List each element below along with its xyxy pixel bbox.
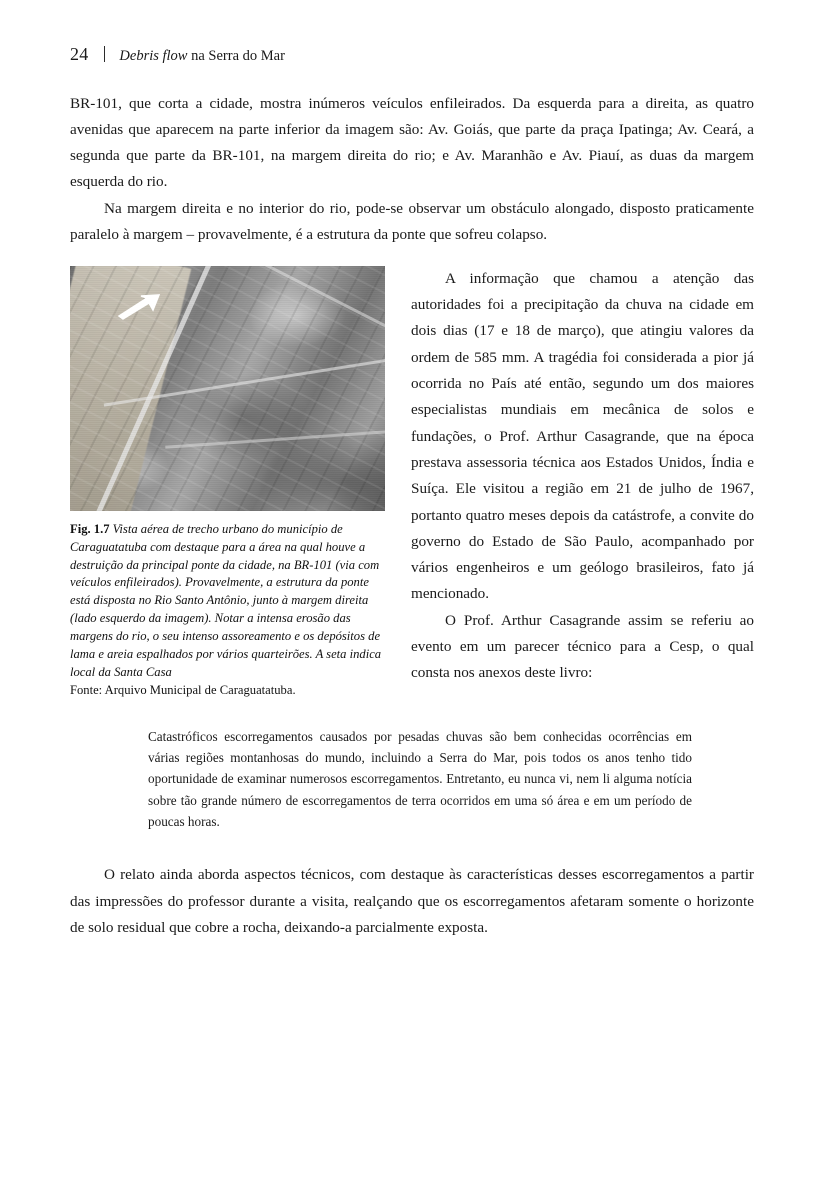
figure-caption-text: Vista aérea de trecho urbano do município de Caraguatatuba com destaque para a área na qual houve a destruição da principal ponte da cidade, na BR-101 (via com veículos enfileirados). Provavelmente, a estrutura da ponte está disposta no Rio Santo Antônio, junto à margem direita (lado esquerdo da imagem). Notar a intensa erosão das margens do rio, o seu intenso assoreamento e os depósitos de lama e areia espalhados por vários quarteirões. A seta indica local da Santa Casa bbox=[70, 521, 382, 679]
header-divider bbox=[104, 46, 105, 62]
header-title bbox=[119, 48, 285, 65]
block-quote-text: Catastróficos escorregamentos causados por pesadas chuvas são bem conhecidas ocorrências em várias regiões montanhosas do mundo, incluindo a Serra do Mar, pois todos os anos tenho tido oportunidade de examinar numerosos escorregamentos. Entretanto, eu nunca vi, nem li alguma notícia sobre tão grande número de escorregamentos de terra ocorridos em uma só área e em um período de poucas horas. bbox=[148, 728, 692, 830]
right-paragraph-2: O Prof. Arthur Casagrande assim se referiu ao evento em um parecer técnico para a Cesp, o qual consta nos anexos deste livro: bbox=[411, 611, 754, 682]
header-title-rest: na Serra do Mar bbox=[187, 48, 285, 64]
block-quote bbox=[148, 726, 692, 833]
right-paragraph-1: A informação que chamou a atenção das autoridades foi a precipitação da chuva na cidade em dois dias (17 e 18 de março), que atingiu valores da ordem de 585 mm. A tragédia foi considerada a pior já ocorrida no País até então, segundo um dos maiores especialistas mundiais em mecânica de solos e fundações, o Prof. Arthur Casagrande, que na época prestava assessoria técnica aos Estados Unidos, Índia e Suíça. Ele visitou a região em 21 de julho de 1967, portanto quatro meses depois da catástrofe, a convite do governo do Estado de São Paulo, acompanhado por vários engenheiros e um geólogo brasileiros, fato já mencionado. bbox=[411, 269, 754, 603]
page-number: 24 bbox=[70, 44, 89, 64]
arrow-icon bbox=[117, 294, 161, 320]
closing-paragraph-1: O relato ainda aborda aspectos técnicos, com destaque às características desses escorregamentos a partir das impressões do professor durante a visita, realçando que os escorregamentos afetaram somente o horizonte de solo residual que cobre a rocha, deixando-a parcialmente exposta. bbox=[70, 866, 754, 936]
figure-caption-label: Fig. 1.7 bbox=[70, 521, 110, 536]
header-title-italic: Debris flow bbox=[119, 48, 188, 64]
closing-block bbox=[70, 862, 754, 940]
text-column bbox=[411, 266, 754, 700]
intro-paragraph-1: BR-101, que corta a cidade, mostra inúmeros veículos enfileirados. Da esquerda para a direita, as quatro avenidas que aparecem na parte inferior da imagem são: Av. Goiás, que parte da praça Ipatinga; Av. Ceará, a segunda que parte da BR-101, na margem direita do rio; e Av. Maranhão e Av. Piauí, as duas da margem esquerda do rio. bbox=[70, 95, 754, 191]
figure-column bbox=[70, 266, 385, 700]
intro-block bbox=[70, 91, 754, 248]
figure-caption-source: Fonte: Arquivo Municipal de Caraguatatuba. bbox=[70, 682, 296, 697]
figure-caption bbox=[70, 521, 385, 700]
figure-and-text-region bbox=[70, 266, 754, 700]
running-header bbox=[70, 44, 754, 65]
figure-image bbox=[70, 266, 385, 511]
intro-paragraph-2: Na margem direita e no interior do rio, pode-se observar um obstáculo alongado, disposto praticamente paralelo à margem – provavelmente, é a estrutura da ponte que sofreu colapso. bbox=[70, 199, 754, 243]
